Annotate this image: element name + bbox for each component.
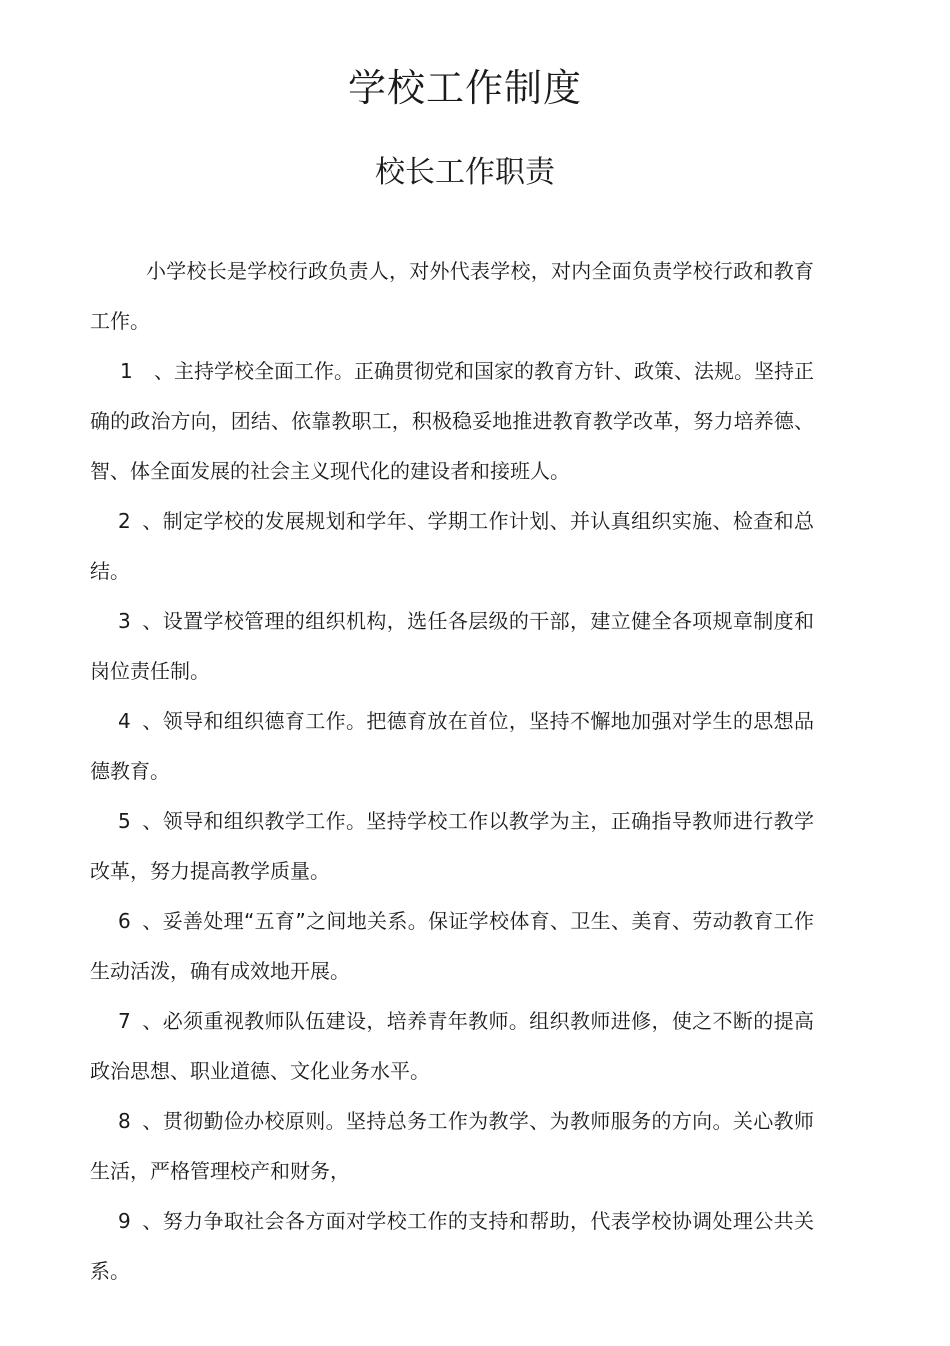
item-number: 4	[118, 709, 131, 733]
item-text: 、制定学校的发展规划和学年、学期工作计划、并认真组织实施、检查和总结。	[90, 509, 814, 583]
intro-paragraph: 小学校长是学校行政负责人，对外代表学校，对内全面负责学校行政和教育工作。	[90, 259, 814, 333]
duty-item-4	[90, 696, 814, 796]
item-number: 9	[118, 1209, 131, 1233]
item-text: 、贯彻勤俭办校原则。坚持总务工作为教学、为教师服务的方向。关心教师生活，严格管理校产和财务，	[90, 1109, 814, 1183]
duty-item-8	[90, 1096, 814, 1196]
item-text: 、领导和组织德育工作。把德育放在首位，坚持不懈地加强对学生的思想品德教育。	[90, 709, 814, 783]
item-text: 、必须重视教师队伍建设，培养青年教师。组织教师进修，使之不断的提高政治思想、职业道德、文化业务水平。	[90, 1009, 814, 1083]
duty-item-9	[90, 1196, 814, 1296]
item-text: 、主持学校全面工作。正确贯彻党和国家的教育方针、政策、法规。坚持正确的政治方向，团结、依靠教职工，积极稳妥地推进教育教学改革，努力培养德、智、体全面发展的社会主义现代化的建设者和接班人。	[90, 359, 814, 483]
item-number: 7	[118, 1009, 131, 1033]
item-number: 6	[118, 909, 131, 933]
document-subtitle: 校长工作职责	[375, 155, 555, 190]
item-number: 3	[118, 609, 131, 633]
item-text: 、设置学校管理的组织机构，选任各层级的干部，建立健全各项规章制度和岗位责任制。	[90, 609, 814, 683]
duty-item-5	[90, 796, 814, 896]
document-title: 学校工作制度	[347, 66, 582, 110]
item-number: 2	[118, 509, 131, 533]
item-text: 、妥善处理“五育”之间地关系。保证学校体育、卫生、美育、劳动教育工作生动活泼，确有成效地开展。	[90, 909, 814, 983]
duty-item-3	[90, 596, 814, 696]
item-text: 、努力争取社会各方面对学校工作的支持和帮助，代表学校协调处理公共关系。	[90, 1209, 814, 1283]
duty-item-7	[90, 996, 814, 1096]
item-number: 5	[118, 809, 131, 833]
document-body	[90, 246, 814, 1296]
duty-item-1	[90, 346, 814, 496]
item-text: 、领导和组织教学工作。坚持学校工作以教学为主，正确指导教师进行教学改革，努力提高教学质量。	[90, 809, 814, 883]
duty-item-2	[90, 496, 814, 596]
item-number: 8	[118, 1109, 131, 1133]
duty-item-6	[90, 896, 814, 996]
item-number: 1	[120, 359, 133, 383]
